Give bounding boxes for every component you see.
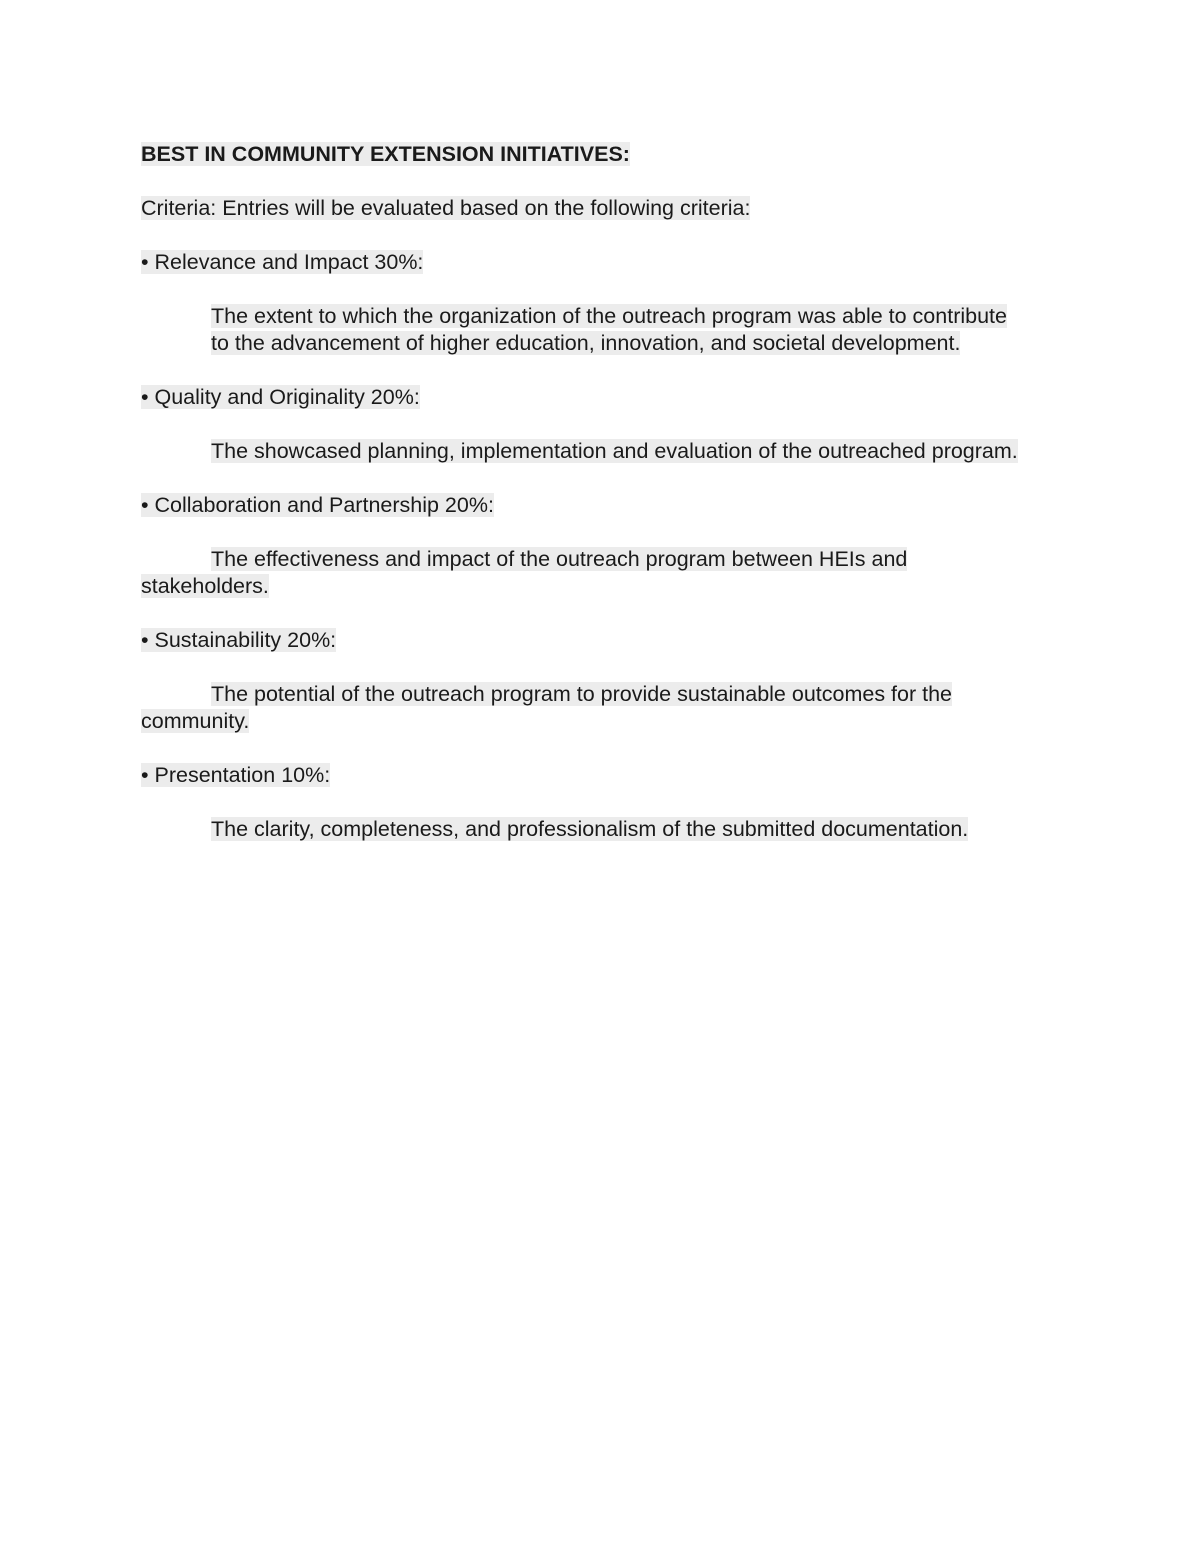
criterion-description-text: The showcased planning, implementation and evaluation of the outreached program. [211, 439, 1018, 463]
criterion-description-presentation [211, 816, 1091, 843]
criterion-heading-collaboration [141, 492, 1061, 519]
criterion-description-collaboration [141, 546, 1021, 600]
criterion-description-text: The extent to which the organization of the outreach program was able to contribute to the advancement of higher education, innovation, and societal development. [211, 304, 1007, 355]
document-content [141, 141, 1061, 870]
criterion-description-sustainability [141, 681, 1021, 735]
criterion-heading-sustainability [141, 627, 1061, 654]
criterion-heading-presentation [141, 762, 1061, 789]
document-title [141, 141, 1061, 168]
criterion-heading-text: • Presentation 10%: [141, 763, 331, 787]
criterion-description-text: The potential of the outreach program to provide sustainable outcomes for the community. [141, 682, 952, 733]
criterion-heading-text: • Sustainability 20%: [141, 628, 337, 652]
criterion-description-quality [141, 438, 1021, 465]
criterion-heading-relevance [141, 249, 1061, 276]
criterion-heading-quality [141, 384, 1061, 411]
criterion-description-text: The clarity, completeness, and professionalism of the submitted documentation. [211, 817, 969, 841]
criterion-heading-text: • Relevance and Impact 30%: [141, 250, 424, 274]
criteria-intro-text: Criteria: Entries will be evaluated based on the following criteria: [141, 196, 751, 220]
criteria-intro [141, 195, 1061, 222]
criterion-description-text: The effectiveness and impact of the outreach program between HEIs and stakeholders. [141, 547, 908, 598]
criterion-heading-text: • Quality and Originality 20%: [141, 385, 420, 409]
document-title-text: BEST IN COMMUNITY EXTENSION INITIATIVES: [141, 142, 630, 166]
criterion-description-relevance [211, 303, 1011, 357]
criterion-heading-text: • Collaboration and Partnership 20%: [141, 493, 494, 517]
